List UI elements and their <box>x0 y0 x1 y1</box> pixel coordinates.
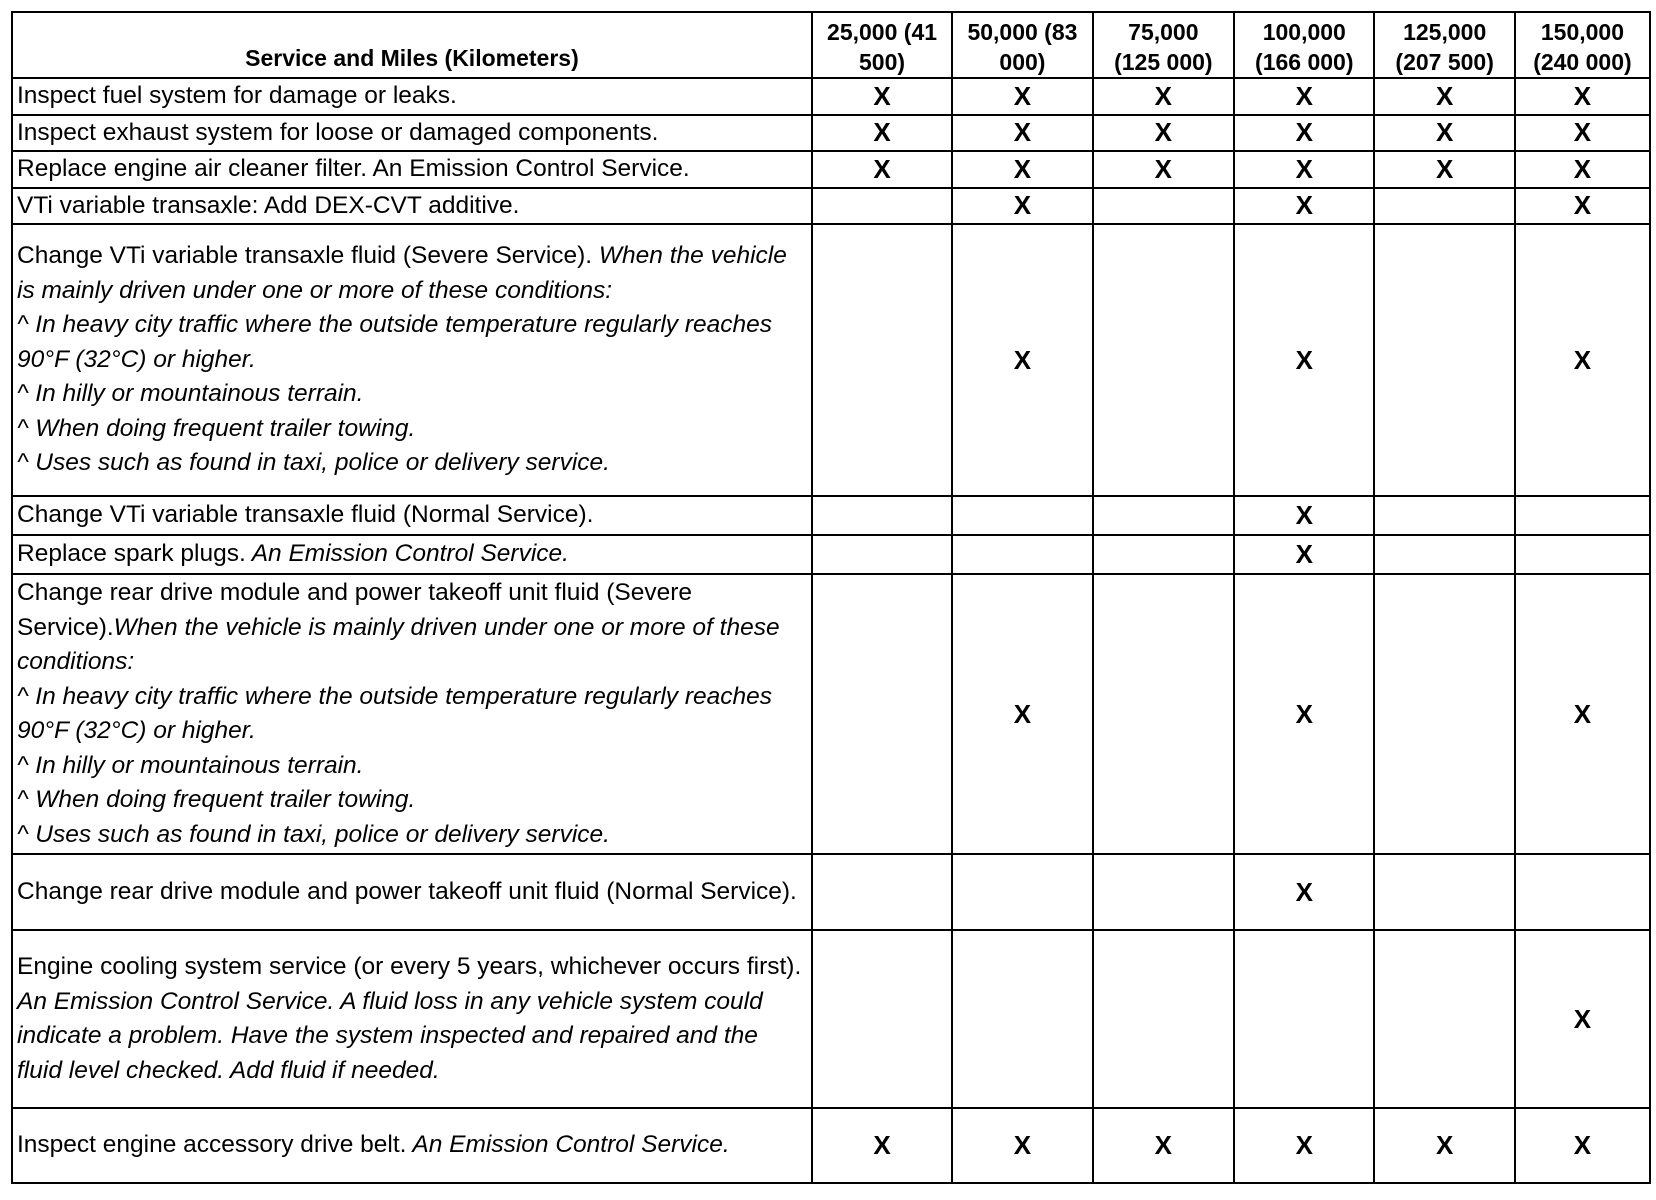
service-mark: X <box>1295 153 1313 184</box>
condition-item: ^ In heavy city traffic where the outside temperature regularly reaches 90°F (32°C) or higher. <box>17 682 773 744</box>
interval-cell <box>1374 151 1514 188</box>
service-mark: X <box>1573 190 1592 221</box>
condition-item: ^ When doing frequent trailer towing. <box>17 414 416 442</box>
table-row <box>12 78 1650 115</box>
interval-cell <box>812 574 952 854</box>
interval-cell <box>1234 78 1374 115</box>
condition-item: ^ When doing frequent trailer towing. <box>17 786 416 813</box>
service-mark: X <box>1013 344 1032 375</box>
table-row <box>12 188 1650 225</box>
service-mark: X <box>1435 117 1454 148</box>
table-row <box>12 224 1650 496</box>
description-text: Change rear drive module and power takeoff unit fluid (Severe Service). <box>17 579 693 641</box>
interval-cell <box>1093 496 1234 535</box>
interval-cell <box>1515 930 1650 1108</box>
service-mark: X <box>873 80 891 111</box>
interval-cell <box>1374 854 1514 930</box>
service-mark: X <box>1573 117 1592 148</box>
description-note: When the vehicle is mainly driven under one or more of these conditions: <box>17 242 787 304</box>
service-description <box>12 224 812 496</box>
maintenance-schedule-table <box>11 11 1651 1184</box>
interval-cell <box>952 188 1092 225</box>
service-mark: X <box>1295 876 1313 907</box>
table-row <box>12 115 1650 152</box>
service-mark: X <box>1013 698 1032 729</box>
interval-cell <box>1093 535 1234 574</box>
interval-cell <box>1374 188 1514 225</box>
description-text: VTi variable transaxle: Add DEX-CVT additive. <box>17 191 520 219</box>
table-row <box>12 854 1650 930</box>
description-text: Inspect engine accessory drive belt. <box>17 1131 407 1159</box>
description-text: Change rear drive module and power takeoff unit fluid (Normal Service). <box>17 877 797 905</box>
interval-cell <box>812 1108 952 1183</box>
service-mark: X <box>1573 344 1592 375</box>
table-row <box>12 535 1650 574</box>
interval-cell <box>812 151 952 188</box>
service-mark: X <box>1154 153 1173 184</box>
service-mark: X <box>1573 80 1592 111</box>
service-mark: X <box>1435 153 1454 184</box>
interval-cell <box>1234 930 1374 1108</box>
interval-header: 50,000 (83 000) <box>952 12 1092 78</box>
interval-cell <box>812 224 952 496</box>
interval-cell <box>1234 224 1374 496</box>
service-description <box>12 574 812 854</box>
service-mark: X <box>873 1130 891 1160</box>
service-mark: X <box>1295 80 1313 111</box>
service-description <box>12 151 812 188</box>
interval-cell <box>952 78 1092 115</box>
service-description <box>12 930 812 1108</box>
service-description <box>12 115 812 152</box>
service-mark: X <box>1573 698 1592 729</box>
interval-cell <box>1374 115 1514 152</box>
interval-cell <box>952 1108 1092 1183</box>
service-mark: X <box>1295 190 1313 221</box>
interval-header: 125,000 (207 500) <box>1374 12 1514 78</box>
service-mark: X <box>1295 698 1313 729</box>
interval-cell <box>1093 574 1234 854</box>
service-description <box>12 854 812 930</box>
condition-item: ^ In heavy city traffic where the outside temperature regularly reaches 90°F (32°C) or higher. <box>17 311 773 373</box>
table-row <box>12 930 1650 1108</box>
service-description <box>12 1108 812 1183</box>
service-mark: X <box>1295 117 1313 148</box>
condition-item: ^ Uses such as found in taxi, police or delivery service. <box>17 449 610 477</box>
description-text: Replace engine air cleaner filter. An Emission Control Service. <box>17 155 690 182</box>
service-mark: X <box>873 117 891 148</box>
interval-cell <box>812 535 952 574</box>
condition-item: ^ In hilly or mountainous terrain. <box>17 380 364 408</box>
interval-cell <box>1515 535 1650 574</box>
interval-cell <box>1234 574 1374 854</box>
table-row <box>12 574 1650 854</box>
service-mark: X <box>1154 117 1173 148</box>
service-mark: X <box>1013 190 1032 221</box>
interval-cell <box>952 496 1092 535</box>
interval-cell <box>1093 78 1234 115</box>
interval-cell <box>1515 224 1650 496</box>
service-mark: X <box>1573 153 1592 184</box>
interval-cell <box>1515 188 1650 225</box>
interval-header: 25,000 (41 500) <box>812 12 952 78</box>
service-mark: X <box>1295 500 1313 530</box>
table-row <box>12 496 1650 535</box>
description-text: Inspect exhaust system for loose or damaged components. <box>17 118 659 146</box>
interval-cell <box>812 496 952 535</box>
interval-cell <box>1374 574 1514 854</box>
interval-cell <box>1374 930 1514 1108</box>
condition-item: ^ Uses such as found in taxi, police or delivery service. <box>17 820 610 848</box>
description-text: Change VTi variable transaxle fluid (Severe Service). <box>17 242 593 270</box>
interval-cell <box>1515 78 1650 115</box>
interval-cell <box>952 574 1092 854</box>
interval-cell <box>952 854 1092 930</box>
service-mark: X <box>873 153 891 184</box>
interval-cell <box>812 188 952 225</box>
interval-cell <box>1374 224 1514 496</box>
service-mark: X <box>1154 80 1173 111</box>
service-mark: X <box>1573 1130 1592 1160</box>
interval-cell <box>952 115 1092 152</box>
interval-cell <box>1093 930 1234 1108</box>
interval-cell <box>952 930 1092 1108</box>
interval-cell <box>1234 115 1374 152</box>
table-row <box>12 151 1650 188</box>
interval-cell <box>1234 854 1374 930</box>
interval-cell <box>812 115 952 152</box>
service-description <box>12 496 812 535</box>
description-note: An Emission Control Service. A fluid loss in any vehicle system could indicate a problem. Have the system inspected and repaired and the fluid level checked. Add fluid if needed. <box>17 987 763 1084</box>
interval-cell <box>812 78 952 115</box>
service-mark: X <box>1013 80 1032 111</box>
interval-cell <box>952 535 1092 574</box>
service-mark: X <box>1435 80 1454 111</box>
service-description <box>12 535 812 574</box>
interval-cell <box>1093 1108 1234 1183</box>
description-text: Engine cooling system service (or every 5 years, whichever occurs first). <box>17 953 802 980</box>
interval-header: 75,000 (125 000) <box>1093 12 1234 78</box>
interval-cell <box>1093 224 1234 496</box>
interval-cell <box>1234 188 1374 225</box>
interval-cell <box>1234 535 1374 574</box>
service-mark: X <box>1295 344 1313 375</box>
header-row <box>12 12 1650 78</box>
interval-cell <box>1374 535 1514 574</box>
interval-cell <box>812 930 952 1108</box>
interval-cell <box>1093 188 1234 225</box>
description-text: Inspect fuel system for damage or leaks. <box>17 82 457 109</box>
interval-cell <box>1093 151 1234 188</box>
interval-cell <box>1234 496 1374 535</box>
interval-cell <box>1515 1108 1650 1183</box>
service-column-header: Service and Miles (Kilometers) <box>12 12 812 78</box>
description-text: Replace spark plugs. <box>17 540 246 568</box>
service-mark: X <box>1295 539 1313 569</box>
service-description <box>12 78 812 115</box>
interval-cell <box>952 151 1092 188</box>
interval-header: 150,000 (240 000) <box>1515 12 1650 78</box>
description-text: Change VTi variable transaxle fluid (Normal Service). <box>17 501 594 529</box>
interval-cell <box>1515 496 1650 535</box>
interval-cell <box>1234 151 1374 188</box>
interval-cell <box>1515 115 1650 152</box>
interval-cell <box>1234 1108 1374 1183</box>
condition-item: ^ In hilly or mountainous terrain. <box>17 751 364 779</box>
interval-cell <box>1374 1108 1514 1183</box>
service-mark: X <box>1013 1130 1032 1160</box>
interval-cell <box>1515 854 1650 930</box>
interval-cell <box>812 854 952 930</box>
description-note: An Emission Control Service. <box>245 540 569 568</box>
interval-header: 100,000 (166 000) <box>1234 12 1374 78</box>
service-mark: X <box>1435 1130 1454 1160</box>
service-mark: X <box>1573 1003 1592 1034</box>
table-row <box>12 1108 1650 1183</box>
description-note: An Emission Control Service. <box>406 1131 730 1159</box>
interval-cell <box>1515 151 1650 188</box>
interval-cell <box>1093 115 1234 152</box>
interval-cell <box>1374 78 1514 115</box>
service-description <box>12 188 812 225</box>
interval-cell <box>1093 854 1234 930</box>
interval-cell <box>1374 496 1514 535</box>
description-note: When the vehicle is mainly driven under one or more of these conditions: <box>17 613 780 675</box>
service-mark: X <box>1295 1130 1313 1160</box>
service-mark: X <box>1154 1130 1173 1160</box>
interval-cell <box>952 224 1092 496</box>
service-mark: X <box>1013 117 1032 148</box>
service-mark: X <box>1013 153 1032 184</box>
interval-cell <box>1515 574 1650 854</box>
